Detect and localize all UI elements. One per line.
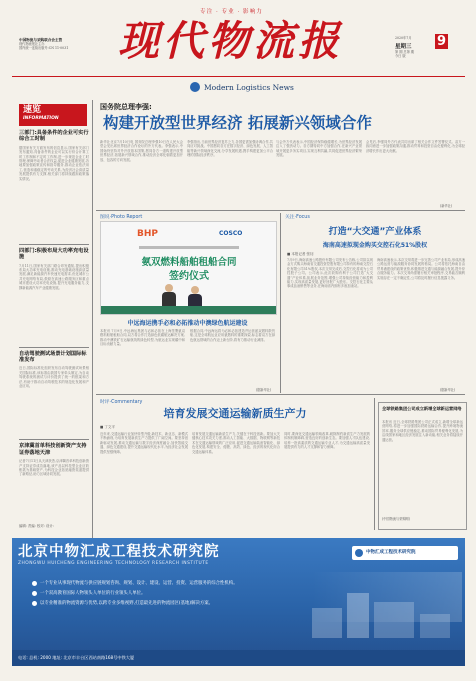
globe-icon [190, 82, 200, 92]
sidebar-item-title: 三部门:具备条件的企业可实行综合工时制 [19, 130, 89, 143]
inset-body: 本报讯 近日,全球铁路集团公司正式成立,新增全球新运营网络,将进一步加强国际铁路运输合作,提升跨境物流效率,服务全球供应链稳定,推动国际贸易便利化发展,为沿线国家和地区经济发展注入新动能,相关业务将陆续开通运营。 [382, 420, 463, 442]
masthead-issue: 今日 版 [395, 54, 406, 58]
ad-bullet-text: 一个双高教育国际人物领头人单位的行业领头人单位。 [40, 591, 146, 596]
lead-source: (新华社) [440, 204, 453, 208]
focus-headline-line2: 海南高速拟现金购买交控石化51%股权 [322, 242, 428, 249]
focus-headline-line1: 打造“大交通”产业体系 [328, 227, 422, 237]
masthead-date-block [395, 34, 465, 64]
bullet-icon [32, 581, 37, 586]
lead-body-col4: 会见后,李强同外方代表共同出席了相关合作文件签署仪式。双方一致同意进一步加强政策沟通,推动贸易和投资自由化便利化,为全球经济增长作出更大贡献。 [366, 140, 465, 153]
ad-contact: 电话: 总机: 2000 地址: 北京市丰台区西站南路168号中铁大厦 [18, 655, 135, 660]
masthead-date: 2020年7月 [395, 36, 412, 40]
bullet-icon [32, 601, 37, 606]
commentary-body-col1: 近年来,交通运输行业加快转型升级,新技术、新业态、新模式不断涌现,为培育发展新质生产力提供了广阔空间。要坚持创新驱动发展,推动交通运输与数字经济深度融合,加快智能交通、绿色交通建设,提升交通运输现代化水平,为经济社会发展提供坚强保障。 [100, 432, 188, 454]
commentary-byline: ■ 丁文平 [100, 425, 115, 429]
sidebar-item-body: 近日,国际标准化组织发布自动驾驶测试场景相关国际标准,该标准由我国专家牵头制定,为自动驾驶系统的测试与评价提供了统一的框架和方法,有助于推动自动驾驶技术的规范化发展和产业应用。 [19, 366, 89, 389]
ad-logo-text: 中物汇成工程技术研究院 [366, 550, 416, 555]
masthead-day: 9 [436, 34, 447, 49]
ad-bullet [32, 580, 282, 586]
sidebar-item-body: 7月11日,国家有关部门联合印发通知,提出积极布局大功率充电设施,推动充电基础设施高质量发展,满足新能源汽车快速充电需求,优化城市公共充电网络布局,鼓励在高速公路服务区和重点城市建设大功率充电设施,提升充电服务能力,支撑新能源汽车产业健康发展。 [19, 263, 89, 290]
focus-byline: ■ 本报记者 张钊 [287, 252, 314, 256]
photo-banner-line1: 氨双燃料船舶租船合同 [141, 257, 237, 268]
lead-kicker: 国务院总理李强: [100, 103, 152, 111]
lead-body-col1: 新华社北京7月10日电 国务院总理李强10日在人民大会堂会见出席世界经济合作论坛的外方代表。李强表示,中国始终坚持对外开放基本国策,愿同各方一道构建开放型世界经济,拓展新兴领域合作,推动经济全球化朝着更加开放、包容的方向发展。 [100, 140, 183, 162]
photo-caption: 中远海运携手必和必拓推动中澳绿色航运建设 [127, 320, 248, 327]
lead-body-col2: 李强指出,当前世界经济复苏乏力,各国更需加强协调合作,共同应对挑战。中国愿同各方在数字经济、绿色发展、人工智能等新兴领域深化交流,分享发展机遇,携手构建更加公平合理的国际经济秩序。 [187, 140, 273, 158]
photo-section-label: 图说·Photo Report [100, 215, 143, 220]
focus-body-col2: 海南高速表示,本次交易将进一步完善公司产业布局,形成高速公路运营与能源服务协同发展的格局。公司将依托海南自由贸易港建设的政策优势,积极推进交通与能源融合发展,提升综合服务能力。本次交易尚需履行相关审批程序,交易能否顺利实施存在一定不确定性,公司将及时履行信息披露义务。 [377, 258, 465, 280]
ad-bullet-text: 一个专业从事现代物流与供应链规划咨询、规划、设计、建设、运营、投资、运营服务的综合性机构。 [40, 581, 238, 586]
masthead-weekday: 星期三 [395, 44, 412, 50]
masthead-issue: 第 期 总第 期 [395, 50, 414, 54]
sidebar-item-title: 四部门:积极布局大功率充电设施 [19, 247, 89, 261]
institute-logo-icon [355, 549, 363, 557]
ad-bullet [32, 590, 282, 596]
masthead-title: 现代物流报 [118, 17, 343, 65]
ad-bullet-text: 以专业精准的物流资源与优势,以跨专业多维视野,打造最先进的物流园区(基地)解决方案。 [40, 601, 214, 606]
bullet-icon [32, 591, 37, 596]
focus-source: (据新华社) [440, 388, 456, 392]
focus-body-col1: 7月9日,海南高速公路股份有限公司发布公告称,公司拟以现金方式购买海南省交通投资控股有限公司持有的海南交控石化有限公司51%股权,本次交易完成后,交控石化将成为公司控股子公司。公司表示,此次收购有利于公司打造“大交通”产业体系,拓展业务范围,增强公司持续经营能力和盈利能力,实现高质量发展,更好回报广大股东。交控石化主要从事成品油销售等业务,在海南省内拥有多座加油站。 [287, 258, 373, 289]
ad-subtitle: ZHONGWU HUICHENG ENGINEERING TECHNOLOGY RESEARCH INSTITUTE [18, 561, 209, 566]
commentary-section-label: 时评·Commentary [100, 400, 143, 405]
masthead-info-line: 现代物流报社主办 [19, 42, 45, 47]
ad-bullet [32, 600, 282, 606]
masthead-site-name: Modern Logistics News [204, 83, 294, 92]
ad-building-graphic [302, 578, 462, 638]
ad-title: 北京中物汇成工程技术研究院 [18, 544, 220, 560]
bhp-logo: BHP [137, 229, 158, 239]
sidebar-footer: 编辑: 责编: 校对: 设计: [19, 524, 54, 529]
inset-title: 全球铁路集团公司成立新增全球新运营网络 [382, 406, 462, 411]
sidebar-header [19, 104, 87, 126]
commentary-body-col3: 同时,要深化交通运输领域改革,破除制约新质生产力发展的体制机制障碍,营造良好的创新生态。要加强人才队伍建设,培养一批高素质的交通运输专业人才,为交通运输高质量发展提供有力的人才支撑和智力保障。 [284, 432, 370, 450]
lead-body-col3: 与会外方代表表示,中国经济保持稳健增长,为世界经济发展注入了强劲动力。各方期待同中方加强合作,在新兴产业领域开展更多务实项目,实现互利共赢,共同促进世界经济繁荣发展。 [276, 140, 362, 158]
inset-box [378, 402, 467, 530]
ad-logo-box [352, 546, 458, 560]
commentary-body-col2: 培育发展交通运输新质生产力,关键在于科技创新。要加大关键核心技术攻关力度,推动人工智能、大数据、物联网等新技术在交通运输领域的广泛应用,促进交通运输装备智能化、绿色化发展,构建安全、便捷、高效、绿色、经济的现代化综合交通运输体系。 [192, 432, 280, 454]
sidebar-item-body: 据国家有关方面发布的信息显示,国家有关部门发布通知,具备条件的企业可以实行综合计算工时工作制和不定时工作制,进一步规范企业工时管理,保障劳动者合法权益,促进企业健康发展,各地要加强政策宣传和指导服务,推动企业依法用工,营造和谐稳定的劳动关系,为经济社会高质量发展提供有力支撑,相关部门将持续跟踪政策落实情况。 [19, 145, 89, 181]
photo-image [100, 221, 277, 315]
commentary-headline: 培育发展交通运输新质生产力 [163, 407, 307, 420]
masthead-info-line: 中国物流与采购联合会主管 [19, 38, 63, 42]
masthead-info-line: 国内统一连续出版号:CN 11-0031 [19, 46, 69, 51]
sidebar-item-title: 自动驾驶测试场景计划国际标准发布 [19, 350, 87, 364]
inset-source: (中国物流与采购网) [382, 517, 410, 521]
sidebar-item-body: 记者7月11日从天津获悉,京津冀首单科技创新资产支持证券成功落地,该产品以科技型企业应收账款为基础资产,为科技企业拓宽融资渠道提供了新路径,助力区域协同发展。 [19, 459, 89, 477]
photo-body-col1: 本报讯 7月9日,中远海运集团与必和必拓在上海签署氨双燃料船舶租船合同,双方将合作打造绿色低碳航运解决方案,推动中澳铁矿石运输航线的绿色转型,为航运业实现碳中和目标贡献力量。 [100, 329, 185, 347]
photo-body-col2: 根据合同,中远海运将为必和必拓建造并运营氨双燃料散货船,这是全球航运业应用氨燃料的重要探索,标志着双方在绿色航运领域的合作迈上新台阶,将有力推动行业减排。 [190, 329, 275, 342]
photo-source: (据新华社) [256, 388, 272, 392]
cosco-logo: COSCO [219, 230, 243, 237]
sidebar-header-cn: 速览 [23, 105, 42, 115]
photo-banner-line2: 签约仪式 [169, 271, 209, 282]
sidebar-item-title: 京津冀首单科技创新资产支持证券落地天津 [19, 443, 87, 456]
advertisement [12, 538, 465, 666]
lead-headline: 构建开放型世界经济 拓展新兴领域合作 [103, 113, 372, 132]
masthead-slogan: 专注 · 专业 · 影响力 [200, 9, 263, 15]
focus-section-label: 关注·Focus [285, 215, 310, 220]
sidebar-header-en: INFORMATION [23, 116, 59, 121]
